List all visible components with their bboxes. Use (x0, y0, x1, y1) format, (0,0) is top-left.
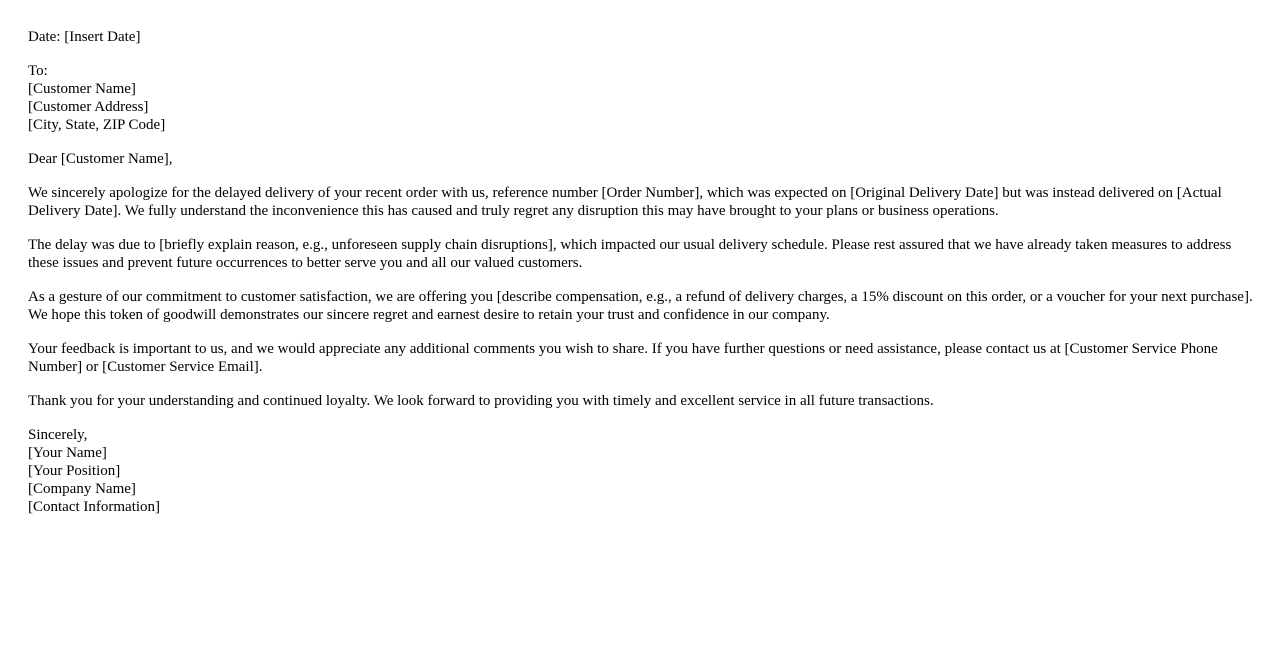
closing: Sincerely, (28, 427, 88, 443)
signature-position: [Your Position] (28, 463, 121, 479)
recipient-address: [Customer Address] (28, 99, 149, 115)
body-paragraph-feedback: Your feedback is important to us, and we would appreciate any additional comments you wish to share. If you have further questions or need assistance, please contact us at [Customer Service Phone Number] or [Customer Service Email]. (28, 341, 1218, 375)
date-block (28, 28, 1256, 46)
salutation-block (28, 150, 1256, 168)
recipient-name: [Customer Name] (28, 81, 136, 97)
salutation: Dear [Customer Name], (28, 151, 173, 167)
signature-block (28, 426, 1256, 516)
recipient-city-state-zip: [City, State, ZIP Code] (28, 117, 166, 133)
body-paragraph-compensation: As a gesture of our commitment to customer satisfaction, we are offering you [describe compensation, e.g., a refund of delivery charges, a 15% discount on this order, or a voucher for your next purchase]. We hope this token of goodwill demonstrates our sincere regret and earnest desire to retain your trust and confidence in our company. (28, 289, 1253, 323)
letter-document (28, 28, 1256, 532)
signature-name: [Your Name] (28, 445, 107, 461)
recipient-to-label: To: (28, 63, 48, 79)
date-line: Date: [Insert Date] (28, 29, 141, 45)
body-paragraph-apology: We sincerely apologize for the delayed delivery of your recent order with us, reference number [Order Number], which was expected on [Original Delivery Date] but was instead delivered on [Actual Delivery Date]. We fully understand the inconvenience this has caused and truly regret any disruption this may have brought to your plans or business operations. (28, 185, 1222, 219)
body-paragraph-thanks: Thank you for your understanding and continued loyalty. We look forward to providing you with timely and excellent service in all future transactions. (28, 393, 934, 409)
body-paragraph-reason: The delay was due to [briefly explain reason, e.g., unforeseen supply chain disruptions], which impacted our usual delivery schedule. Please rest assured that we have already taken measures to address these issues and prevent future occurrences to better serve you and all our valued customers. (28, 237, 1232, 271)
recipient-block (28, 62, 1256, 134)
signature-contact: [Contact Information] (28, 499, 161, 515)
signature-company: [Company Name] (28, 481, 136, 497)
